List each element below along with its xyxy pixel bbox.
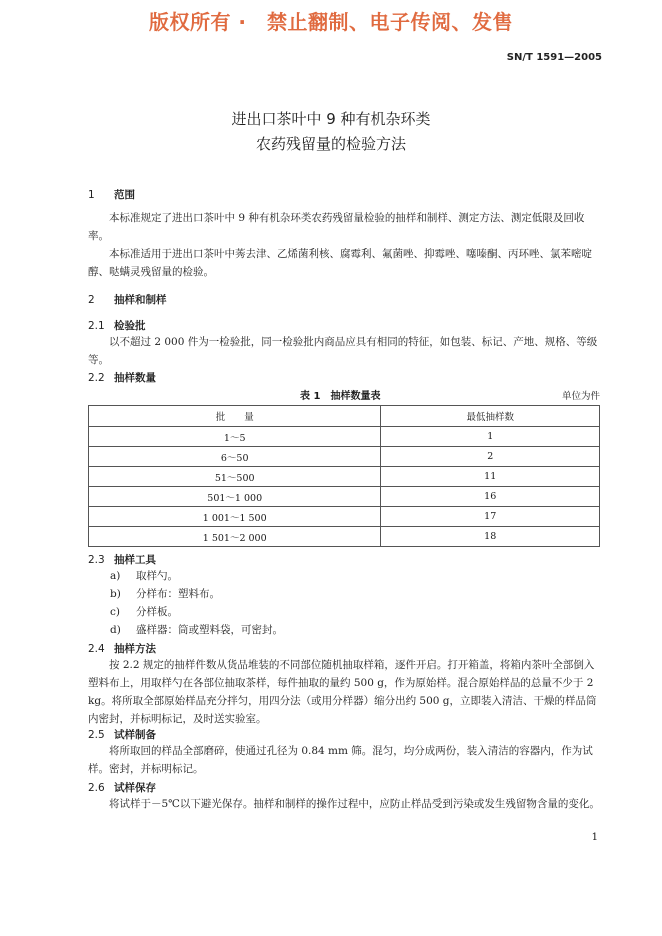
batch-size-cell: 1 501～2 000	[89, 527, 381, 547]
tool-item	[110, 603, 178, 621]
section-title: 检验批	[114, 320, 146, 332]
batch-size-cell: 501～1 000	[89, 487, 381, 507]
section-2-1-text: 以不超过 2 000 件为一检验批，同一检验批内商品应具有相同的特征，如包装、标记、产地、规格、等级等。	[88, 336, 598, 366]
section-1-heading	[88, 187, 135, 202]
section-title: 试样保存	[114, 782, 156, 794]
section-number: 2.6	[88, 782, 105, 794]
batch-size-cell: 1 001～1 500	[89, 507, 381, 527]
section-number: 2.4	[88, 643, 105, 655]
section-number: 2.3	[88, 554, 105, 566]
batch-size-cell: 51～500	[89, 467, 381, 487]
table-row	[89, 507, 600, 527]
item-text: 分样板。	[136, 606, 178, 618]
section-2-4-heading	[88, 641, 156, 656]
standard-number: SN/T 1591—2005	[506, 52, 602, 63]
section-title: 抽样数量	[114, 372, 156, 384]
section-1-paragraph-1: 本标准规定了进出口茶叶中 9 种有机杂环类农药残留量检验的抽样和制样、测定方法、测定低限及回收率。	[88, 212, 585, 242]
section-title: 抽样和制样	[114, 294, 167, 306]
min-samples-cell: 16	[381, 487, 600, 507]
tool-item	[110, 621, 283, 639]
copyright-banner: 版权所有 · 禁止翻制、电子传阅、发售	[148, 10, 514, 34]
document-title-line-1: 进出口茶叶中 9 种有机杂环类	[231, 110, 431, 128]
sampling-quantity-table	[88, 405, 600, 547]
item-text: 盛样器：筒或塑料袋，可密封。	[136, 624, 283, 636]
item-text: 分样布：塑料布。	[136, 588, 220, 600]
section-2-6-text: 将试样于－5℃以下避光保存。抽样和制样的操作过程中，应防止样品受到污染或发生残留物含量的变化。	[109, 798, 600, 810]
section-number: 2.2	[88, 372, 105, 384]
header-batch-size: 批 量	[89, 406, 381, 427]
section-2-4-text: 按 2.2 规定的抽样件数从货品堆装的不同部位随机抽取样箱，逐件开启。打开箱盖，将箱内茶叶全部倒入塑料布上，用取样勺在各部位抽取茶样，每件抽取的量约 500 g，作为原始样。混合原始样品的总量不少于 2 kg。将所取全部原始样品充分拌匀，用四分法（或用分样器）缩分出约 500 g，立即装入清洁、干燥的样品筒内密封，并标明标记，及时送实验室。	[88, 659, 597, 725]
min-samples-cell: 2	[381, 447, 600, 467]
section-2-1-heading	[88, 318, 146, 333]
section-2-5-heading	[88, 727, 156, 742]
section-title: 范围	[114, 189, 135, 201]
page-number: 1	[591, 832, 598, 843]
tool-item	[110, 585, 220, 603]
section-2-3-heading	[88, 552, 156, 567]
item-label: a)	[110, 570, 121, 582]
item-label: b)	[110, 588, 121, 600]
section-number: 2	[88, 294, 95, 306]
section-title: 抽样方法	[114, 643, 156, 655]
section-1-paragraph-2: 本标准适用于进出口茶叶中莠去津、乙烯菌利核、腐霉利、氟菌唑、抑霉唑、噻嗪酮、丙环唑、氯苯嘧啶醇、哒螨灵残留量的检验。	[88, 248, 592, 278]
min-samples-cell: 18	[381, 527, 600, 547]
item-label: c)	[110, 606, 120, 618]
table-caption: 表 1 抽样数量表	[300, 391, 381, 402]
section-2-2-heading	[88, 370, 156, 385]
batch-size-cell: 6～50	[89, 447, 381, 467]
section-number: 2.1	[88, 320, 105, 332]
min-samples-cell: 17	[381, 507, 600, 527]
item-text: 取样勺。	[136, 570, 178, 582]
table-row	[89, 487, 600, 507]
section-2-6-heading	[88, 780, 156, 795]
table-row	[89, 527, 600, 547]
table-unit: 单位为件	[561, 391, 600, 402]
item-label: d)	[110, 624, 121, 636]
tool-item	[110, 567, 178, 585]
section-2-5-text: 将所取回的样品全部磨碎，使通过孔径为 0.84 mm 筛。混匀，均分成两份，装入清洁的容器内，作为试样。密封，并标明标记。	[88, 745, 593, 775]
section-2-heading	[88, 292, 167, 307]
table-header-row	[89, 406, 600, 427]
section-title: 试样制备	[114, 729, 156, 741]
section-number: 1	[88, 189, 95, 201]
table-row	[89, 447, 600, 467]
table-row	[89, 427, 600, 447]
min-samples-cell: 1	[381, 427, 600, 447]
section-number: 2.5	[88, 729, 105, 741]
header-min-samples: 最低抽样数	[381, 406, 600, 427]
batch-size-cell: 1～5	[89, 427, 381, 447]
min-samples-cell: 11	[381, 467, 600, 487]
table-row	[89, 467, 600, 487]
section-title: 抽样工具	[114, 554, 156, 566]
document-title-line-2: 农药残留量的检验方法	[255, 135, 406, 153]
